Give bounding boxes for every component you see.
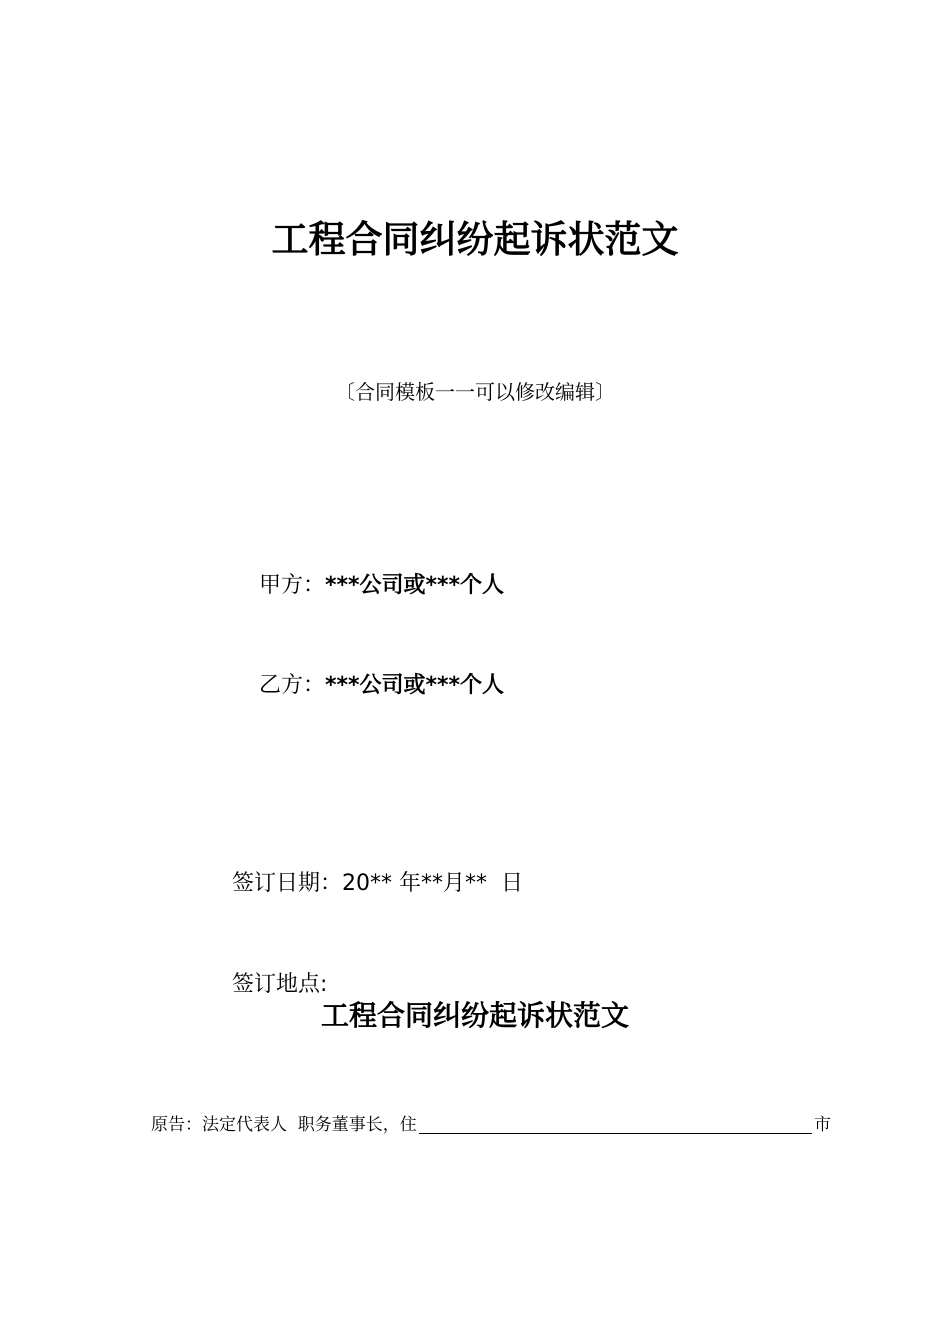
plaintiff-text: 原告：法定代表人 职务董事长，住	[151, 1115, 417, 1135]
section-title: 工程合同纠纷起诉状范文	[320, 999, 629, 1032]
party-b-line	[259, 671, 504, 701]
party-b-label: 乙方：	[259, 673, 326, 698]
party-a-line	[259, 571, 504, 601]
document-subtitle: 〔合同模板一一可以修改编辑〕	[335, 380, 615, 404]
sign-place-label: 签订地点:	[232, 972, 328, 997]
address-blank-underline	[419, 1115, 812, 1134]
sign-date-label: 签订日期：	[232, 871, 343, 896]
document-title: 工程合同纠纷起诉状范文	[271, 218, 679, 261]
sign-date-value: 20** 年**月** 日	[342, 871, 523, 896]
sign-date-line	[232, 869, 523, 899]
plaintiff-line	[151, 1112, 831, 1138]
party-a-label: 甲方：	[259, 573, 326, 598]
party-b-value: ***公司或***个人	[325, 673, 505, 698]
plaintiff-suffix: 市	[814, 1115, 831, 1135]
party-a-value: ***公司或***个人	[325, 573, 505, 598]
